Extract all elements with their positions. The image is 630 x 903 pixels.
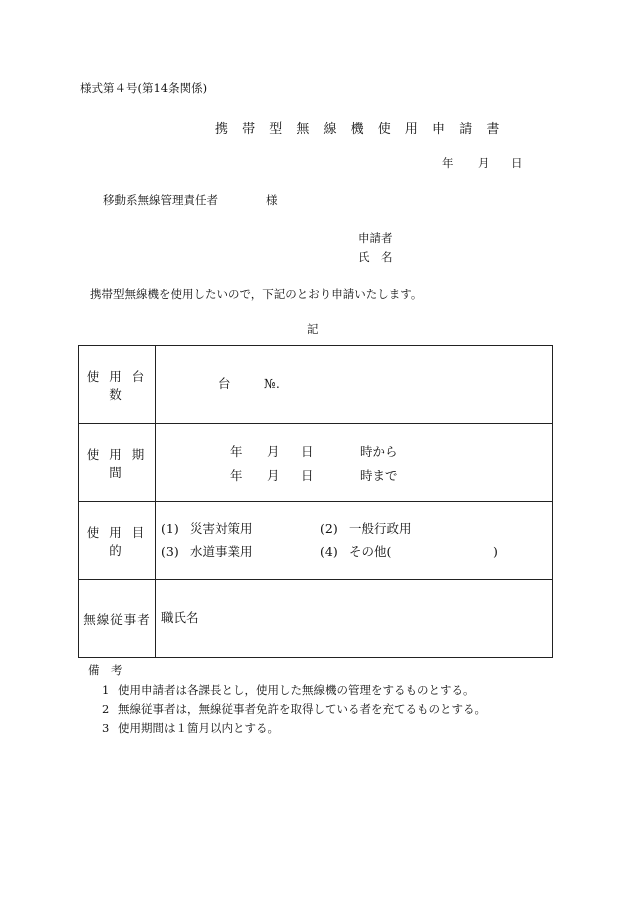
- remark-3-num: 3: [102, 721, 110, 735]
- unit-count-cell[interactable]: [156, 346, 553, 424]
- unit-label: 台: [218, 376, 231, 391]
- from-month-label: 月: [267, 444, 280, 459]
- purpose-option-4-close-paren: ): [493, 544, 498, 559]
- row-label-purpose: 使 用 目 的: [79, 502, 156, 580]
- applicant-name-label: 氏 名: [358, 250, 393, 264]
- operator-cell[interactable]: [156, 580, 553, 658]
- row-label-unit-count: 使 用 台 数: [79, 346, 156, 424]
- to-day-label: 日: [301, 468, 314, 483]
- to-month-label: 月: [267, 468, 280, 483]
- from-day-label: 日: [301, 444, 314, 459]
- purpose-option-1-num[interactable]: (1): [161, 521, 179, 536]
- addressee-honorific: 様: [266, 193, 278, 207]
- table-row-unit-count: [79, 346, 553, 424]
- to-year-label: 年: [230, 468, 243, 483]
- remark-2-num: 2: [102, 702, 110, 716]
- from-time-label: 時から: [360, 444, 398, 459]
- table-row-period: [79, 424, 553, 502]
- purpose-cell: [156, 502, 553, 580]
- remark-3-text: 使用期間は１箇月以内とする。: [118, 721, 279, 735]
- page-title: 携 帯 型 無 線 機 使 用 申 請 書: [215, 122, 505, 137]
- remark-1-num: 1: [102, 683, 110, 697]
- table-row-operator: [79, 580, 553, 658]
- purpose-option-2-num[interactable]: (2): [320, 521, 338, 536]
- remark-2-text: 無線従事者は，無線従事者免許を取得している者を充てるものとする。: [118, 702, 486, 716]
- from-year-label: 年: [230, 444, 243, 459]
- application-table: [78, 345, 553, 658]
- ki-heading: 記: [307, 322, 319, 336]
- row-label-operator: 無線従事者: [79, 580, 156, 658]
- addressee-name: 移動系無線管理責任者: [103, 193, 218, 207]
- remarks-heading: 備 考: [88, 663, 123, 677]
- applicant-label: 申請者: [358, 231, 393, 245]
- remark-1-text: 使用申請者は各課長とし，使用した無線機の管理をするものとする。: [118, 683, 475, 697]
- table-row-purpose: [79, 502, 553, 580]
- date-year-label: 年: [442, 156, 454, 170]
- operator-title-name-label: 職氏名: [161, 610, 199, 625]
- date-day-label: 日: [511, 156, 523, 170]
- purpose-option-4-num[interactable]: (4): [320, 544, 338, 559]
- to-time-label: 時まで: [360, 468, 398, 483]
- form-number: 様式第４号(第14条関係): [80, 81, 208, 95]
- row-label-period: 使 用 期 間: [79, 424, 156, 502]
- date-month-label: 月: [478, 156, 490, 170]
- purpose-option-4-text[interactable]: その他(: [349, 544, 392, 559]
- period-cell[interactable]: [156, 424, 553, 502]
- purpose-option-3-num[interactable]: (3): [161, 544, 179, 559]
- purpose-option-2-text[interactable]: 一般行政用: [349, 521, 412, 536]
- purpose-option-1-text[interactable]: 災害対策用: [190, 521, 253, 536]
- number-label: №.: [264, 376, 280, 391]
- intro-text: 携帯型無線機を使用したいので，下記のとおり申請いたします。: [90, 287, 423, 301]
- purpose-option-3-text[interactable]: 水道事業用: [190, 544, 253, 559]
